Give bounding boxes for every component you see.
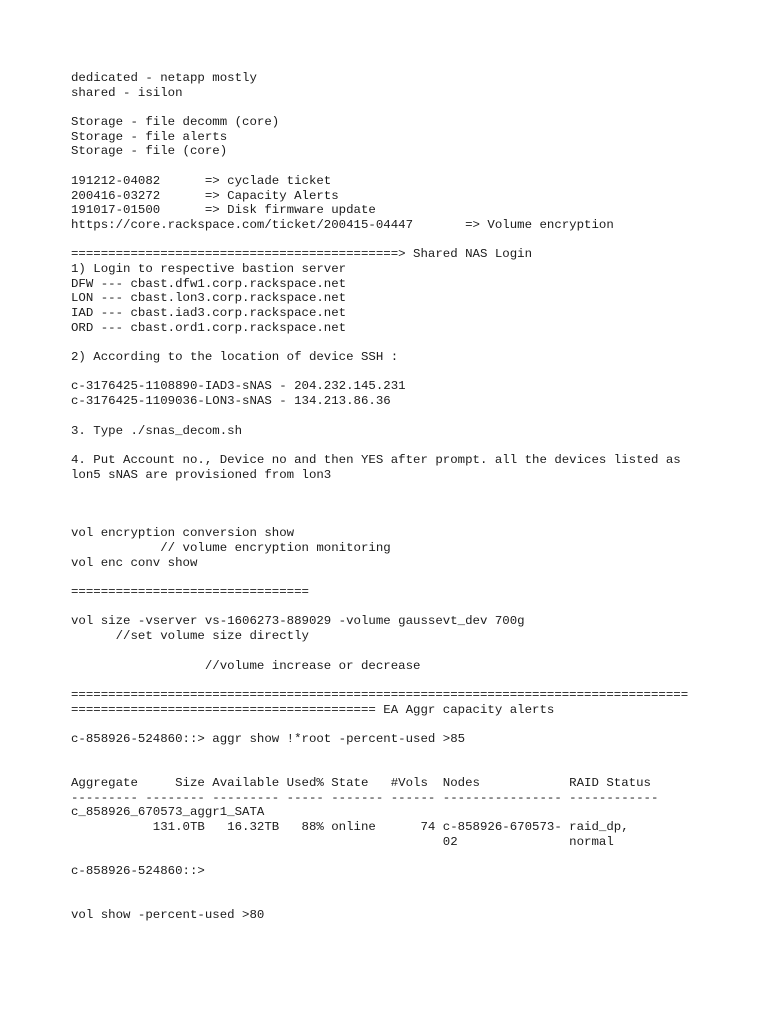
text-line: vol enc conv show (71, 555, 198, 570)
text-line (71, 644, 761, 659)
text-line (71, 570, 761, 585)
text-line: ORD --- cbast.ord1.corp.rackspace.net (71, 320, 347, 335)
text-line (71, 100, 761, 115)
text-line (71, 233, 761, 248)
text-line: 1) Login to respective bastion server (71, 261, 347, 276)
text-line (71, 879, 761, 894)
text-line (71, 438, 761, 453)
text-line (71, 761, 761, 776)
text-line: IAD --- cbast.iad3.corp.rackspace.net (71, 306, 347, 320)
text-line: lon5 sNAS are provisioned from lon3 (71, 467, 332, 482)
text-line: ============================================> Shared NAS Login (71, 247, 533, 262)
document-body (71, 71, 761, 923)
text-line (71, 894, 761, 909)
text-line: LON --- cbast.lon3.corp.rackspace.net (71, 291, 347, 306)
text-line: DFW --- cbast.dfw1.corp.rackspace.net (71, 276, 347, 291)
text-line: 2) According to the location of device SSH : (71, 350, 399, 365)
text-line: 191017-01500 => Disk firmware update (71, 203, 376, 218)
text-line: --------- -------- --------- ----- ------- ------ ---------------- ------------ (71, 790, 659, 805)
text-line (71, 497, 761, 512)
text-line: //volume increase or decrease (71, 658, 421, 673)
text-line: c-858926-524860::> aggr show !*root -percent-used >85 (71, 731, 466, 746)
text-line (71, 335, 761, 350)
text-line: c_858926_670573_aggr1_SATA (71, 805, 265, 820)
text-line: vol show -percent-used >80 (71, 908, 265, 923)
text-line (71, 747, 761, 762)
text-line (71, 600, 761, 615)
text-line (71, 409, 761, 424)
text-line (71, 482, 761, 497)
text-line: c-858926-524860::> (71, 864, 205, 879)
text-line: shared - isilon (71, 85, 183, 100)
text-line: 3. Type ./snas_decom.sh (71, 423, 243, 438)
text-line: Storage - file alerts (71, 129, 228, 144)
text-line: Storage - file decomm (core) (71, 115, 280, 130)
text-line (71, 717, 761, 732)
text-line (71, 849, 761, 864)
text-line: 131.0TB 16.32TB 88% online 74 c-858926-670573- raid_dp, (71, 820, 629, 835)
text-line: 191212-04082 => cyclade ticket (71, 173, 332, 188)
text-line (71, 673, 761, 688)
text-line: c-3176425-1108890-IAD3-sNAS - 204.232.145.231 (71, 379, 406, 394)
text-line: 4. Put Account no., Device no and then YES after prompt. all the devices listed as (71, 452, 681, 467)
text-line (71, 365, 761, 380)
text-line: Storage - file (core) (71, 144, 228, 159)
text-line: dedicated - netapp mostly (71, 71, 257, 85)
text-line: // volume encryption monitoring (71, 541, 391, 555)
text-line: vol size -vserver vs-1606273-889029 -volume gaussevt_dev 700g (71, 614, 525, 629)
text-line: Aggregate Size Available Used% State #Vols Nodes RAID Status (71, 776, 651, 790)
text-line: =================================================================================== (71, 687, 689, 702)
text-line: //set volume size directly (71, 629, 309, 644)
text-line: 02 normal (71, 834, 614, 849)
text-line: vol encryption conversion show (71, 526, 295, 541)
text-line: 200416-03272 => Capacity Alerts (71, 188, 339, 203)
text-line: ================================ (71, 585, 309, 600)
text-line: c-3176425-1109036-LON3-sNAS - 134.213.86.36 (71, 394, 391, 409)
text-line (71, 512, 761, 527)
text-line: https://core.rackspace.com/ticket/200415-04447 => Volume encryption (71, 217, 614, 232)
text-line (71, 159, 761, 174)
text-line: ========================================= EA Aggr capacity alerts (71, 702, 555, 717)
